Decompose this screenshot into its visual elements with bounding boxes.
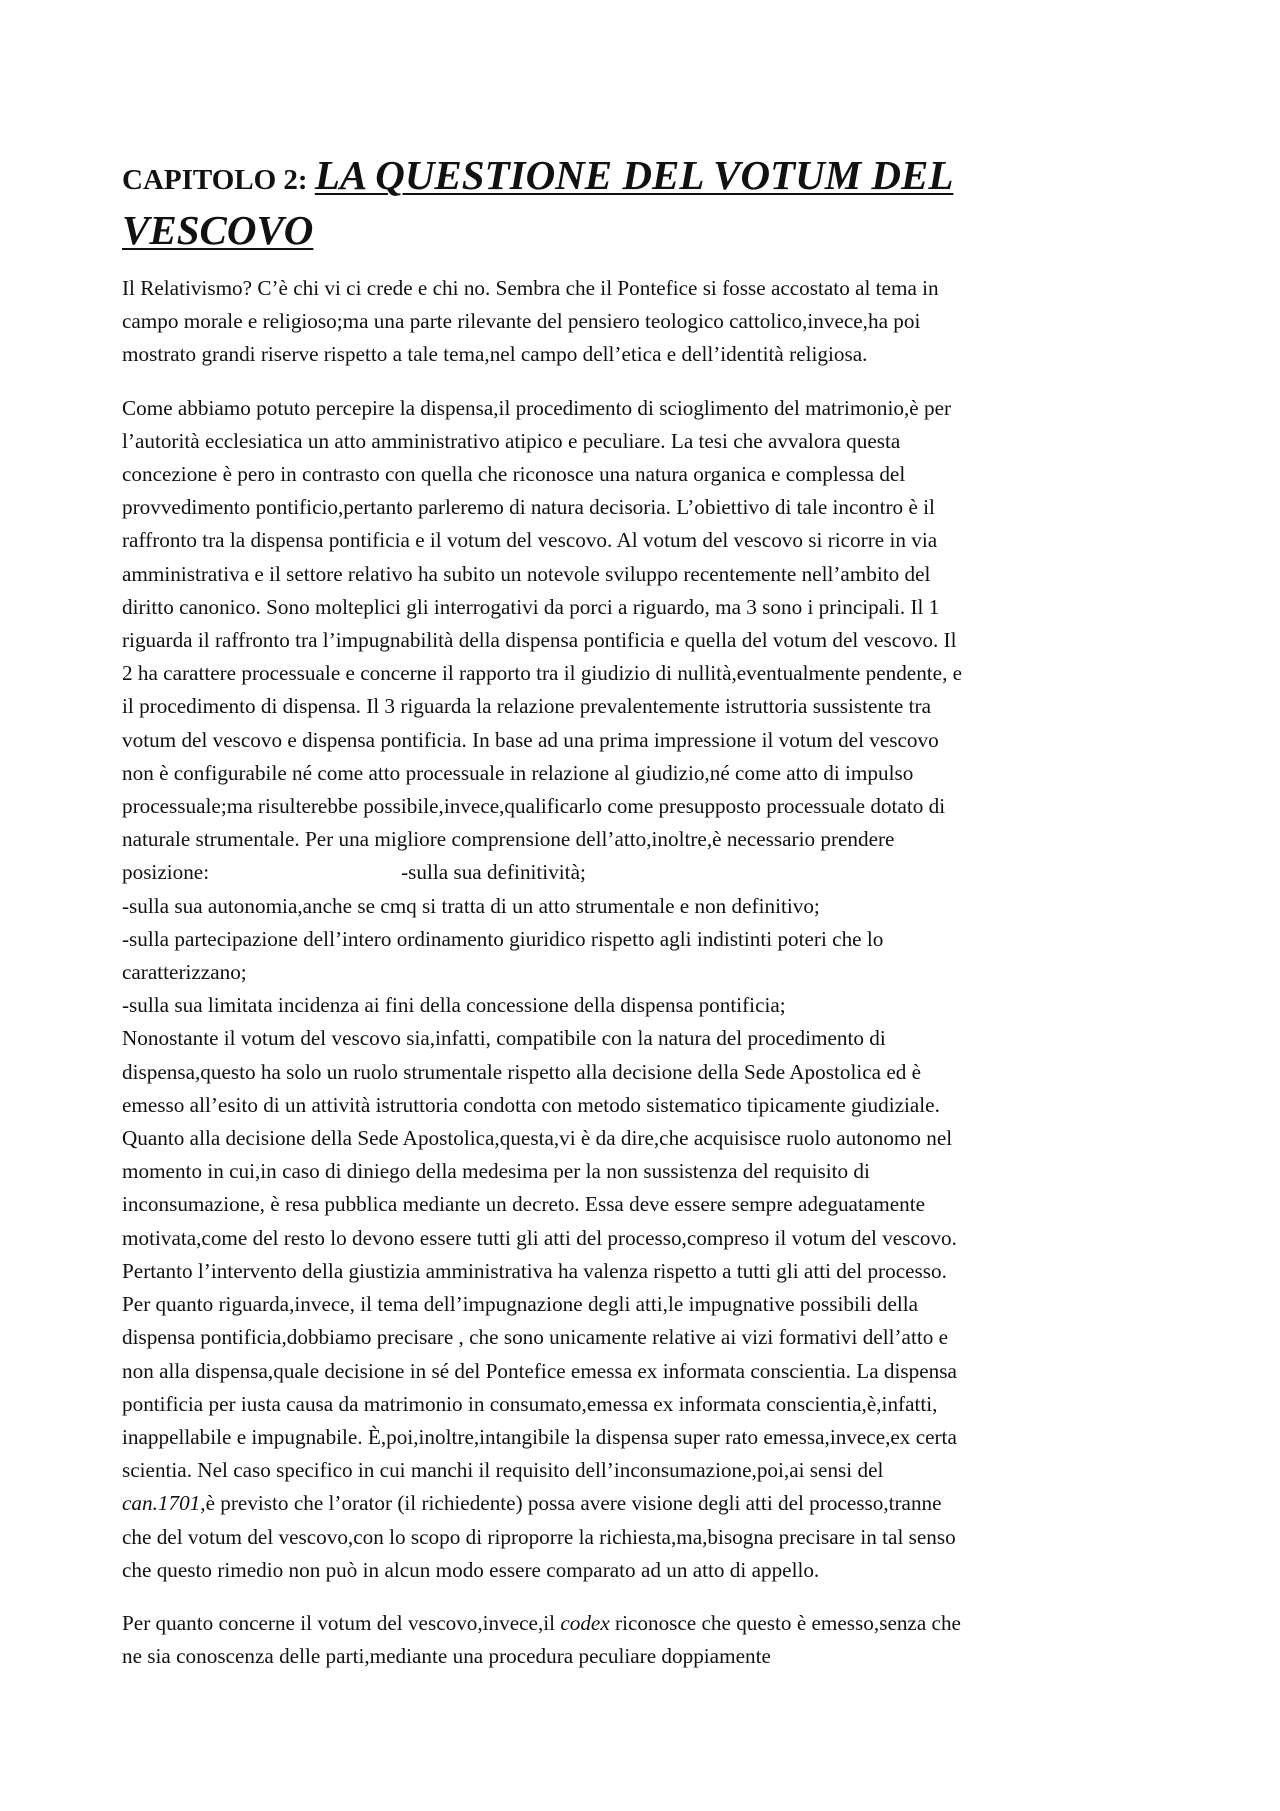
text-line: dispensa pontificia,dobbiamo precisare , che sono unicamente relative ai vizi formativi dell’atto e xyxy=(122,1325,949,1350)
text-line: caratterizzano; xyxy=(122,960,247,985)
intro-paragraph xyxy=(122,272,1167,372)
text-line: processuale;ma risulterebbe possibile,invece,qualificarlo come presupposto processuale dotato di xyxy=(122,794,946,819)
text-line: il procedimento di dispensa. Il 3 riguarda la relazione prevalentemente istruttoria sussistente tra xyxy=(122,694,931,719)
text-line: momento in cui,in caso di diniego della medesima per la non sussistenza del requisito di xyxy=(122,1159,870,1184)
text-line: l’autorità ecclesiatica un atto amministrativo atipico e peculiare. La tesi che avvalora questa xyxy=(122,428,901,453)
text-line: riguarda il raffronto tra l’impugnabilità della dispensa pontificia e quella del votum del vescovo. Il xyxy=(122,628,957,653)
text-line: che questo rimedio non può in alcun modo essere comparato ad un atto di appello. xyxy=(122,1557,820,1582)
text-line: mostrato grandi riserve rispetto a tale tema,nel campo dell’etica e dell’identità religiosa. xyxy=(122,342,868,367)
text-line: ne sia conoscenza delle parti,mediante una procedura peculiare doppiamente xyxy=(122,1644,771,1669)
text-line: che del votum del vescovo,con lo scopo di riproporre la richiesta,ma,bisogna precisare in tal senso xyxy=(122,1524,956,1549)
position-label: posizione: xyxy=(122,860,210,885)
chapter-title-line-2: VESCOVO xyxy=(122,207,314,253)
text-line: Quanto alla decisione della Sede Apostolica,questa,vi è da dire,che acquisisce ruolo autonomo nel xyxy=(122,1126,953,1151)
text-line: -sulla partecipazione dell’intero ordinamento giuridico rispetto agli indistinti poteri che lo xyxy=(122,926,884,951)
codex-term: codex xyxy=(560,1610,610,1635)
canon-line-rest: ,è previsto che l’orator (il richiedente) possa avere visione degli atti del processo,tranne xyxy=(200,1491,942,1516)
text-line: campo morale e religioso;ma una parte rilevante del pensiero teologico cattolico,invece,ha poi xyxy=(122,309,921,334)
text-line: non è configurabile né come atto processuale in relazione al giudizio,né come atto di impulso xyxy=(122,760,914,785)
chapter-title-line-1: LA QUESTIONE DEL VOTUM DEL xyxy=(314,152,954,198)
text-line: raffronto tra la dispensa pontificia e il votum del vescovo. Al votum del vescovo si ricorre in via xyxy=(122,528,938,553)
codex-line-start: Per quanto concerne il votum del vescovo,invece,il xyxy=(122,1610,561,1635)
text-line: dispensa,questo ha solo un ruolo strumentale rispetto alla decisione della Sede Apostolica ed è xyxy=(122,1059,922,1084)
text-line: -sulla sua limitata incidenza ai fini della concessione della dispensa pontificia; xyxy=(122,993,786,1018)
chapter-label: CAPITOLO 2: xyxy=(122,164,315,196)
text-line: diritto canonico. Sono molteplici gli interrogativi da porci a riguardo, ma 3 sono i principali. Il 1 xyxy=(122,594,940,619)
text-line xyxy=(122,1607,1167,1640)
text-line: naturale strumentale. Per una migliore comprensione dell’atto,inoltre,è necessario prendere xyxy=(122,827,895,852)
text-line: Nonostante il votum del vescovo sia,infatti, compatibile con la natura del procedimento di xyxy=(122,1026,886,1051)
text-line: Pertanto l’intervento della giustizia amministrativa ha valenza rispetto a tutti gli atti del processo. xyxy=(122,1258,947,1283)
codex-line-end: riconosce che questo è emesso,senza che xyxy=(609,1610,961,1635)
position-item: -sulla sua definitività; xyxy=(401,860,586,885)
text-line: Come abbiamo potuto percepire la dispensa,il procedimento di scioglimento del matrimonio,è per xyxy=(122,395,952,420)
text-line: pontificia per iusta causa da matrimonio in consumato,emessa ex informata conscientia,è,infatti, xyxy=(122,1391,938,1416)
text-line: Per quanto riguarda,invece, il tema dell’impugnazione degli atti,le impugnative possibili della xyxy=(122,1292,919,1317)
text-line: non alla dispensa,quale decisione in sé del Pontefice emessa ex informata conscientia. La dispensa xyxy=(122,1358,957,1383)
text-line: amministrativa e il settore relativo ha subito un notevole sviluppo recentemente nell’ambito del xyxy=(122,561,931,586)
text-line: votum del vescovo e dispensa pontificia. In base ad una prima impressione il votum del vescovo xyxy=(122,727,939,752)
main-paragraph xyxy=(122,392,1167,1587)
text-line: scientia. Nel caso specifico in cui manchi il requisito dell’inconsumazione,poi,ai sensi del xyxy=(122,1458,884,1483)
text-line: motivata,come del resto lo devono essere tutti gli atti del processo,compreso il votum del vescovo. xyxy=(122,1225,957,1250)
text-line: 2 ha carattere processuale e concerne il rapporto tra il giudizio di nullità,eventualmente pendente, e xyxy=(122,661,963,686)
position-line xyxy=(122,856,1167,889)
text-line: concezione è pero in contrasto con quella che riconosce una natura organica e complessa del xyxy=(122,462,906,487)
canon-reference: can.1701 xyxy=(122,1491,201,1516)
text-line: -sulla sua autonomia,anche se cmq si tratta di un atto strumentale e non definitivo; xyxy=(122,893,820,918)
text-line: emesso all’esito di un attività istruttoria condotta con metodo sistematico tipicamente giudiziale. xyxy=(122,1092,940,1117)
text-line: Il Relativismo? C’è chi vi ci crede e chi no. Sembra che il Pontefice si fosse accostato al tema in xyxy=(122,276,939,300)
closing-paragraph xyxy=(122,1607,1167,1673)
document-page xyxy=(122,150,1167,1693)
text-line: provvedimento pontificio,pertanto parleremo di natura decisoria. L’obiettivo di tale incontro è il xyxy=(122,495,935,520)
text-line: inconsumazione, è resa pubblica mediante un decreto. Essa deve essere sempre adeguatamente xyxy=(122,1192,926,1217)
canon-line xyxy=(122,1487,1167,1520)
chapter-heading xyxy=(122,150,1167,258)
text-line: inappellabile e impugnabile. È,poi,inoltre,intangibile la dispensa super rato emessa,invece,ex certa xyxy=(122,1424,957,1449)
